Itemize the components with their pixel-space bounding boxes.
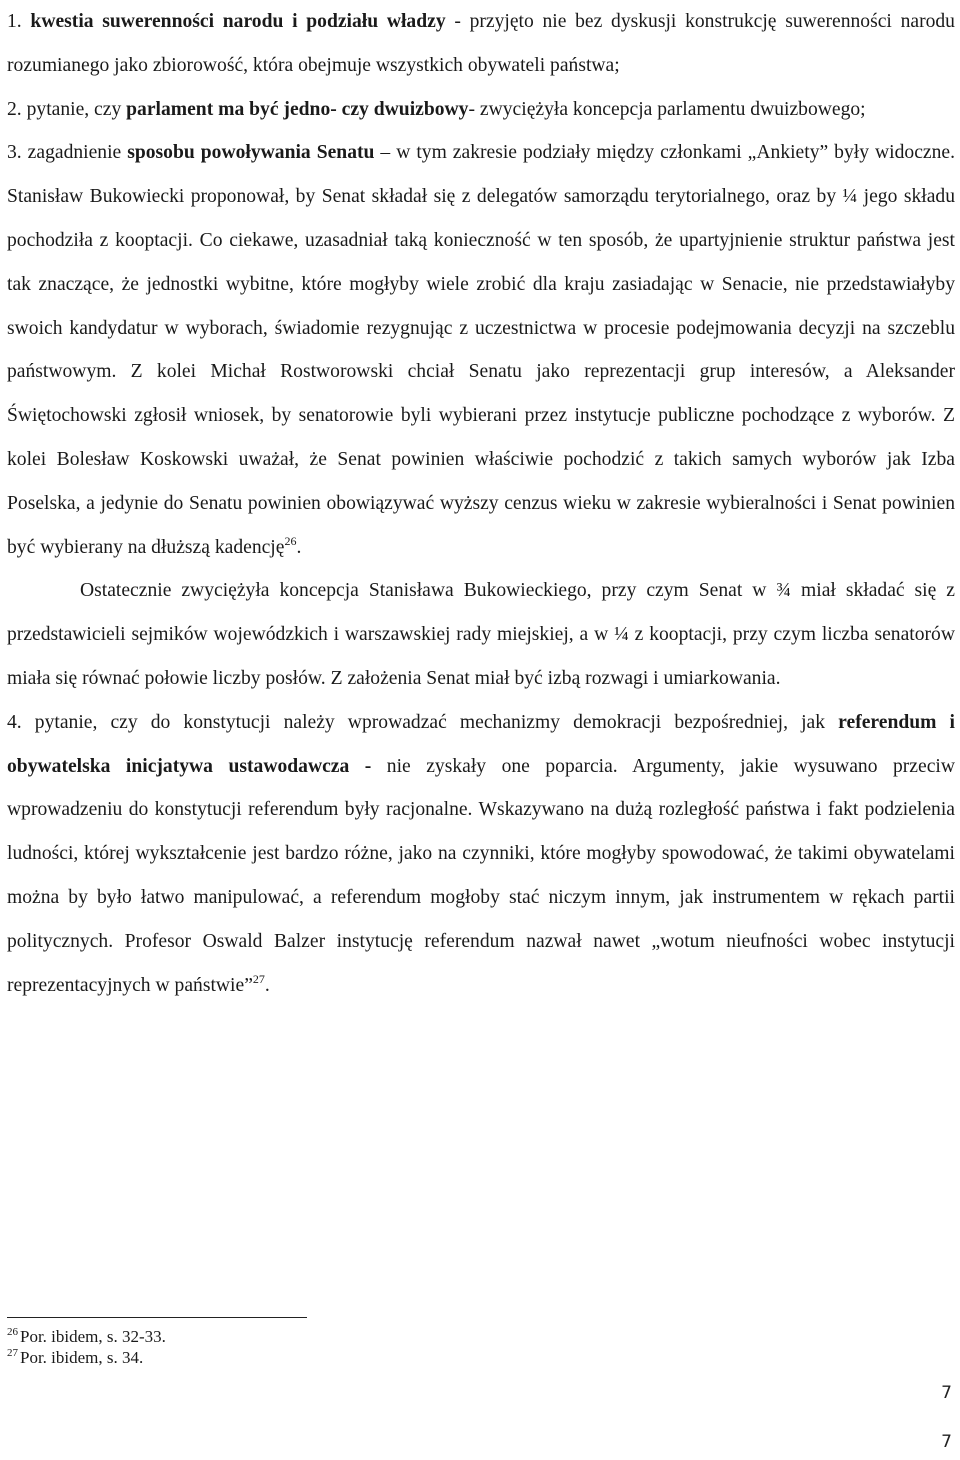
paragraph-text: Ostatecznie zwyciężyła koncepcja Stanisława Bukowieckiego, przy czym Senat w ¾ miał składać się z przedstawicieli sejmików wojewódzkich i warszawskiej rady miejskiej, a w ¼ z kooptacji, przy czym liczba senatorów miała się równać połowie liczby posłów. Z założenia Senat miał być izbą rozwagi i umiarkowania. [7,580,955,689]
paragraph-3 [7,131,955,569]
paragraph-text: – w tym zakresie podziały między członkami „Ankiety” były widoczne. Stanisław Bukowiecki proponował, by Senat składał się z delegatów samorządu terytorialnego, oraz by ¼ jego składu pochodziła z kooptacji. Co ciekawe, uzasadniał taką konieczność w ten sposób, że upartyjnienie struktur państwa jest tak znaczące, że jednostki wybitne, które mogłyby wiele zrobić dla kraju zasiadając w Senacie, nie przedstawiałyby swoich kandydatur w wyborach, świadomie rezygnując z uczestnictwa w procesie podejmowania decyzji na szczeblu państwowym. Z kolei Michał Rostworowski chciał Senatu jako reprezentacji grup interesów, a Aleksander Świętochowski zgłosił wniosek, by senatorowie byli wybierani przez instytucje publiczne pochodzące z wyborów. Z kolei Bolesław Koskowski uważał, że Senat powinien właściwie pochodzić z takich samych wyborów jak Izba Poselska, a jedynie do Senatu powinien obowiązywać wyższy cenzus wieku w zakresie wybieralności i Senat powinien być wybierany na dłuższą kadencję [7,142,955,558]
footnotes [7,1326,166,1368]
paragraph-text: nie zyskały one poparcia. Argumenty, jakie wysuwano przeciw wprowadzeniu do konstytucji referendum były racjonalne. Wskazywano na dużą rozległość państwa i fakt podzielenia ludności, której wykształcenie jest bardzo różne, jako na czynniki, które mogłyby spowodować, że takimi obywatelami można by było łatwo manipulować, a referendum mogłoby stać niczym innym, jak instrumentem w rękach partii politycznych. Profesor Oswald Balzer instytucję referendum nazwał nawet „wotum nieufności wobec instytucji reprezentacyjnych w państwie” [7,755,955,996]
paragraph-5 [7,701,955,1008]
page-number-footer: 7 [941,1432,952,1452]
footnote-number: 27 [7,1347,18,1359]
footnote-text: Por. ibidem, s. 32-33. [20,1327,166,1346]
footnote-26 [7,1326,166,1347]
footnote-ref-27[interactable]: 27 [252,971,265,986]
paragraph-end: . [296,536,302,558]
page-number: 7 [941,1383,952,1403]
paragraph-end: . [264,974,270,996]
paragraph-text: - zwyciężyła koncepcja parlamentu dwuizbowego; [468,98,866,120]
footnote-divider [7,1317,307,1318]
document-body [7,0,955,1007]
paragraph-text: - przyjęto nie bez dyskusji konstrukcję suwerenności narodu rozumianego jako zbiorowość, która obejmuje wszystkich obywateli państwa; [7,11,955,76]
document-page [7,0,955,1007]
footnote-ref-26[interactable]: 26 [284,533,297,548]
paragraph-1 [7,0,955,88]
footnote-number: 26 [7,1326,18,1338]
paragraph-lead: 3. zagadnienie [7,142,128,164]
paragraph-2 [7,88,955,132]
bold-phrase: kwestia suwerenności narodu i podziału władzy [30,11,446,32]
paragraph-4 [7,569,955,700]
bold-phrase: referendum i obywatelska inicjatywa ustawodawcza - [7,711,956,777]
paragraph-lead: 4. pytanie, czy do konstytucji należy wprowadzać mechanizmy demokracji bezpośredniej, jak [7,711,839,733]
footnote-27 [7,1347,166,1368]
list-number: 1. [7,11,22,32]
bold-phrase: sposobu powoływania Senatu [127,142,375,164]
paragraph-lead: 2. pytanie, czy [7,98,127,120]
bold-phrase: parlament ma być jedno- czy dwuizbowy [126,98,469,120]
footnote-text: Por. ibidem, s. 34. [20,1348,144,1367]
